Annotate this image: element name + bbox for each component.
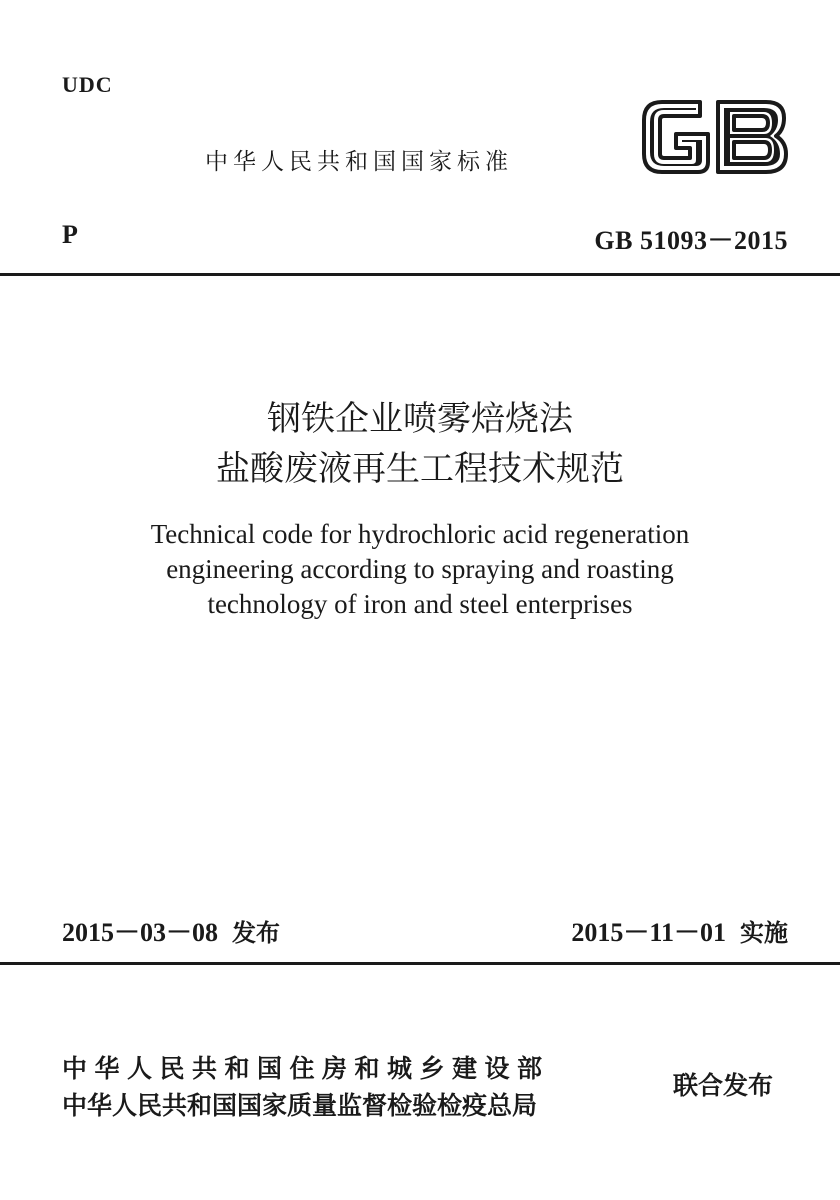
national-standard-heading: 中华人民共和国国家标准 <box>205 149 513 175</box>
issuer-aqsiq: 中华人民共和国国家质量监督检验检疫总局 <box>62 1091 538 1120</box>
english-title-line-2: engineering according to spraying and roasting <box>166 554 674 584</box>
issue-date: 2015－03－08 <box>62 918 219 947</box>
joint-issue-label: 联合发布 <box>673 1071 774 1100</box>
implement-label: 实施 <box>740 919 788 947</box>
category-code: P <box>62 220 78 249</box>
divider-top <box>0 273 840 276</box>
english-title-line-3: technology of iron and steel enterprises <box>207 589 633 619</box>
issue-label: 发布 <box>232 919 281 947</box>
udc-label: UDC <box>62 72 113 97</box>
divider-bottom <box>0 962 840 965</box>
standard-number: GB 51093－2015 <box>594 226 788 255</box>
english-title-line-1: Technical code for hydrochloric acid regeneration <box>150 519 690 549</box>
implement-date: 2015－11－01 <box>571 918 726 947</box>
chinese-title-line-1: 钢铁企业喷雾焙烧法 <box>267 399 573 439</box>
issuer-ministry: 中华人民共和国住房和城乡建设部 <box>62 1054 550 1083</box>
gb-logo <box>638 98 790 176</box>
issue-date-block <box>62 912 280 949</box>
implement-date-block <box>571 912 788 949</box>
chinese-title-line-2: 盐酸废液再生工程技术规范 <box>216 449 624 489</box>
